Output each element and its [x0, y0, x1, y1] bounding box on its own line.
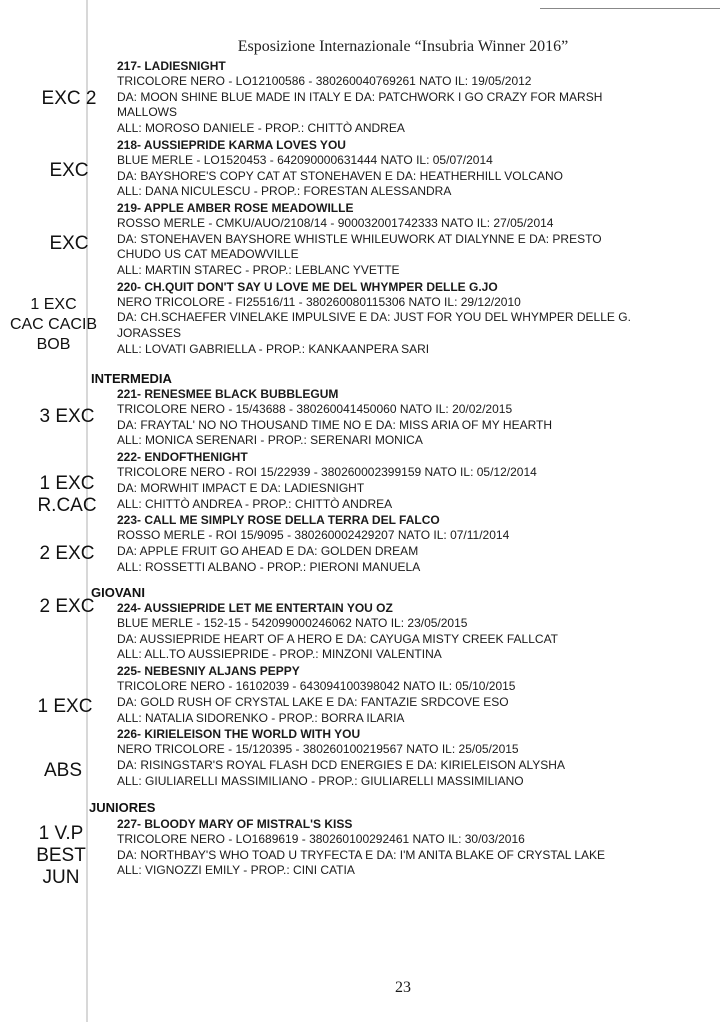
entry-line: TRICOLORE NERO - LO1689619 - 380260100292461 NATO IL: 30/03/2016	[117, 832, 525, 846]
result-219: EXC	[49, 233, 89, 254]
result-224: 2 EXC	[39, 596, 95, 617]
entries-block-intermedia	[117, 386, 717, 575]
entry-line: DA: AUSSIEPRIDE HEART OF A HERO E DA: CAYUGA MISTY CREEK FALLCAT	[117, 631, 559, 646]
entry-line: BLUE MERLE - 152-15 - 542099000246062 NATO IL: 23/05/2015	[117, 616, 468, 630]
entry-title: 223- CALL ME SIMPLY ROSE DELLA TERRA DEL FALCO	[117, 513, 440, 528]
entry-line: TRICOLORE NERO - LO12100586 - 380260040769261 NATO IL: 19/05/2012	[117, 74, 532, 88]
entry-223	[117, 512, 717, 575]
section-giovani: GIOVANI	[91, 585, 145, 600]
entry-line: JORASSES	[117, 326, 182, 341]
entry-line: DA: STONEHAVEN BAYSHORE WHISTLE WHILEUWORK AT DIALYNNE E DA: PRESTO	[117, 231, 602, 246]
entry-line: DA: FRAYTAL' NO NO THOUSAND TIME NO E DA: MISS ARIA OF MY HEARTH	[117, 417, 553, 432]
entry-226	[117, 726, 717, 789]
entry-224	[117, 600, 717, 663]
entry-title: 226- KIRIELEISON THE WORLD WITH YOU	[117, 727, 361, 742]
entry-line: DA: APPLE FRUIT GO AHEAD E DA: GOLDEN DREAM	[117, 543, 419, 558]
entry-line: ALL: MOROSO DANIELE - PROP.: CHITTÒ ANDREA	[117, 121, 405, 136]
entry-title: 220- CH.QUIT DON'T SAY U LOVE ME DEL WHYMPER DELLE G.JO	[117, 279, 498, 294]
entry-title: 222- ENDOFTHENIGHT	[117, 450, 248, 465]
entry-line: ALL: DANA NICULESCU - PROP.: FORESTAN ALESSANDRA	[117, 184, 452, 199]
result-221: 3 EXC	[39, 406, 95, 427]
entry-line: ALL: NATALIA SIDORENKO - PROP.: BORRA ILARIA	[117, 710, 405, 725]
entry-title: 225- NEBESNIY ALJANS PEPPY	[117, 664, 300, 679]
entry-222	[117, 449, 717, 512]
page-number: 23	[395, 979, 411, 996]
section-juniores: JUNIORES	[89, 800, 156, 815]
entry-line: DA: MOON SHINE BLUE MADE IN ITALY E DA: PATCHWORK I GO CRAZY FOR MARSH	[117, 89, 603, 104]
entry-220	[117, 279, 717, 358]
entry-title: 227- BLOODY MARY OF MISTRAL'S KISS	[117, 817, 353, 831]
entry-219	[117, 200, 717, 279]
entries-block-juniores	[117, 816, 717, 879]
result-223: 2 EXC	[39, 543, 95, 564]
entry-line: CHUDO US CAT MEADOWVILLE	[117, 247, 299, 262]
entry-line: ROSSO MERLE - CMKU/AUO/2108/14 - 900032001742333 NATO IL: 27/05/2014	[117, 215, 554, 230]
entry-title: 217- LADIESNIGHT	[117, 59, 226, 73]
section-intermedia: INTERMEDIA	[91, 371, 172, 386]
entry-title: 221- RENESMEE BLACK BUBBLEGUM	[117, 387, 339, 401]
entry-line: ALL: GIULIARELLI MASSIMILIANO - PROP.: GIULIARELLI MASSIMILIANO	[117, 773, 524, 788]
entry-title: 219- APPLE AMBER ROSE MEADOWILLE	[117, 200, 354, 215]
entry-line: ALL: CHITTÒ ANDREA - PROP.: CHITTÒ ANDREA	[117, 496, 393, 511]
entry-line: DA: RISINGSTAR'S ROYAL FLASH DCD ENERGIES E DA: KIRIELEISON ALYSHA	[117, 757, 565, 772]
entry-line: ALL: LOVATI GABRIELLA - PROP.: KANKAANPERA SARI	[117, 341, 430, 356]
result-225: 1 EXC	[37, 696, 93, 717]
entry-227	[117, 816, 717, 879]
entry-line: ALL: MONICA SERENARI - PROP.: SERENARI MONICA	[117, 433, 423, 448]
result-226: ABS	[43, 760, 83, 781]
entry-title: 218- AUSSIEPRIDE KARMA LOVES YOU	[117, 137, 346, 152]
result-217: EXC 2	[41, 88, 97, 109]
page-header: Esposizione Internazionale “Insubria Winner 2016”	[237, 38, 569, 55]
result-220: 1 EXC CAC CACIB BOB	[9, 296, 98, 353]
entry-line: ALL: VIGNOZZI EMILY - PROP.: CINI CATIA	[117, 863, 355, 878]
entry-line: NERO TRICOLORE - FI25516/11 - 380260080115306 NATO IL: 29/12/2010	[117, 294, 521, 309]
entry-title: 224- AUSSIEPRIDE LET ME ENTERTAIN YOU OZ	[117, 601, 393, 615]
result-218: EXC	[49, 160, 89, 181]
entry-line: DA: MORWHIT IMPACT E DA: LADIESNIGHT	[117, 480, 365, 495]
entry-line: ALL: ROSSETTI ALBANO - PROP.: PIERONI MANUELA	[117, 559, 421, 574]
result-227: 1 V.P BEST JUN	[36, 823, 86, 888]
scan-top-rule	[540, 8, 720, 9]
entry-line: NERO TRICOLORE - 15/120395 - 380260100219567 NATO IL: 25/05/2015	[117, 742, 519, 757]
entry-line: DA: CH.SCHAEFER VINELAKE IMPULSIVE E DA: JUST FOR YOU DEL WHYMPER DELLE G.	[117, 310, 631, 325]
entry-line: DA: BAYSHORE'S COPY CAT AT STONEHAVEN E DA: HEATHERHILL VOLCANO	[117, 168, 563, 183]
entry-line: DA: GOLD RUSH OF CRYSTAL LAKE E DA: FANTAZIE SRDCOVE ESO	[117, 694, 509, 709]
entry-225	[117, 663, 717, 726]
entry-line: TRICOLORE NERO - 15/43688 - 380260041450060 NATO IL: 20/02/2015	[117, 402, 513, 416]
entries-block-1	[117, 58, 717, 358]
entry-line: ALL: MARTIN STAREC - PROP.: LEBLANC YVETTE	[117, 263, 400, 278]
entry-line: ALL: ALL.TO AUSSIEPRIDE - PROP.: MINZONI VALENTINA	[117, 647, 442, 662]
entry-line: ROSSO MERLE - ROI 15/9095 - 380260002429207 NATO IL: 07/11/2014	[117, 528, 510, 543]
entries-block-giovani	[117, 600, 717, 789]
result-222: 1 EXC R.CAC	[37, 473, 97, 516]
entry-218	[117, 137, 717, 200]
entry-line: TRICOLORE NERO - 16102039 - 643094100398042 NATO IL: 05/10/2015	[117, 679, 516, 694]
entry-line: TRICOLORE NERO - ROI 15/22939 - 380260002399159 NATO IL: 05/12/2014	[117, 465, 537, 480]
entry-217	[117, 58, 717, 137]
entry-line: MALLOWS	[117, 105, 178, 120]
entry-line: BLUE MERLE - LO1520453 - 642090000631444 NATO IL: 05/07/2014	[117, 152, 493, 167]
entry-221	[117, 386, 717, 449]
entry-line: DA: NORTHBAY'S WHO TOAD U TRYFECTA E DA: I'M ANITA BLAKE OF CRYSTAL LAKE	[117, 847, 606, 862]
